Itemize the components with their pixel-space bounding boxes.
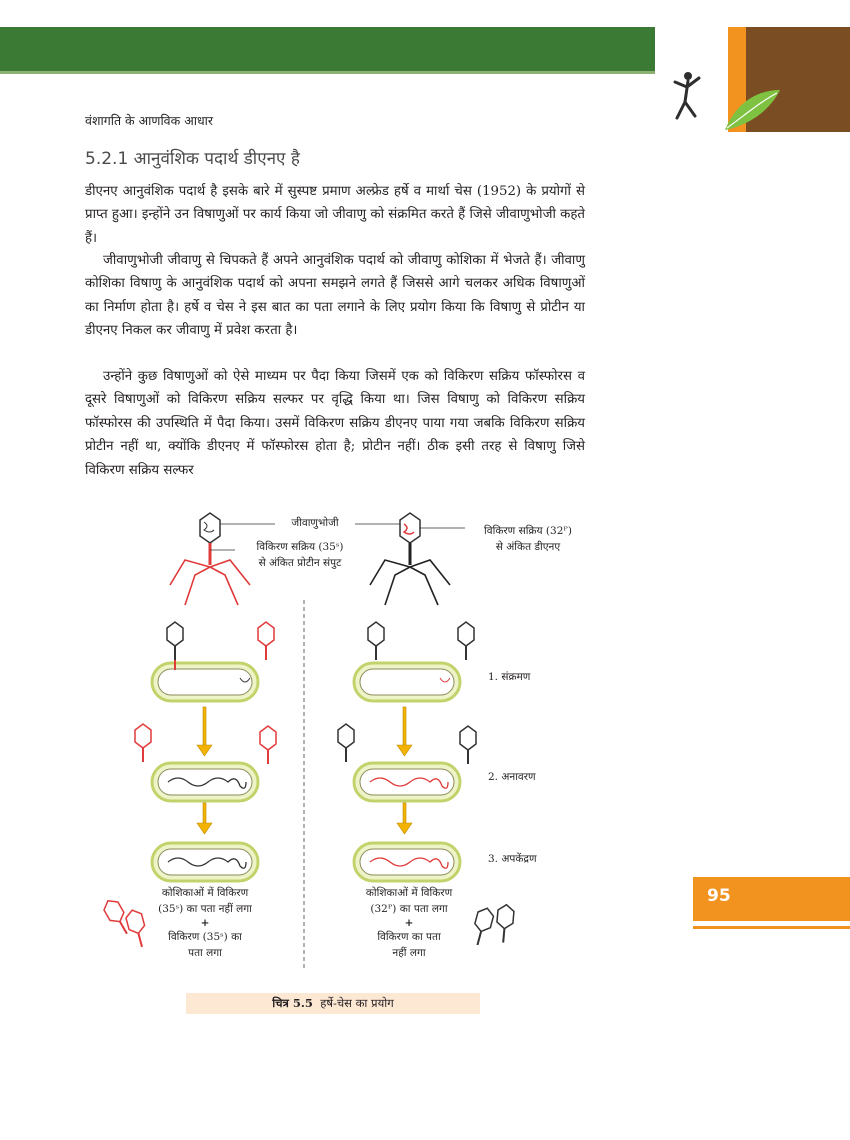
right-phage-label-1: विकिरण सक्रिय (32ᴾ) bbox=[484, 525, 572, 537]
right-result-2: (32ᴾ) का पता लगा bbox=[370, 903, 448, 915]
section-title bbox=[85, 146, 300, 169]
infection-cell-left bbox=[152, 663, 258, 701]
section-title-text: आनुवंशिक पदार्थ डीएनए है bbox=[133, 149, 300, 169]
caption-label: चित्र 5.5 bbox=[272, 996, 313, 1010]
step-centrifugation: 3. अपकेंद्रण bbox=[488, 853, 537, 865]
header-green-line bbox=[0, 71, 655, 74]
caption-text: हर्षे-चेस का प्रयोग bbox=[320, 996, 394, 1010]
left-result-3: विकिरण (35ˢ) का bbox=[168, 931, 242, 943]
section-number: 5.2.1 bbox=[85, 149, 129, 169]
header-green-bar bbox=[0, 27, 655, 71]
step-uncoating: 2. अनावरण bbox=[488, 771, 536, 783]
right-result-3: विकिरण का पता bbox=[377, 931, 441, 943]
leaf-logo-icon bbox=[655, 60, 785, 140]
paragraph-3: उन्होंने कुछ विषाणुओं को ऐसे माध्यम पर पैदा किया जिसमें एक को विकिरण सक्रिय फॉस्फोरस व दूसरे विषाणुओं को विकिरण सक्रिय सल्फर पर वृद्धि किया था। जिस विषाणु को विकिरण सक्रिय फॉस्फोरस की उपस्थिति में पैदा किया। उसमें विकिरण सक्रिय डीएनए पाया गया जबकि विकिरण सक्रिय प्रोटीन नहीं था, क्योंकि डीएनए में फॉस्फोरस होता है; प्रोटीन नहीं। ठीक इसी तरह से विषाणु जिसे विकिरण सक्रिय सल्फर bbox=[85, 369, 585, 478]
left-phage-label-2: से अंकित प्रोटीन संपुट bbox=[258, 557, 342, 569]
right-result-1: कोशिकाओं में विकिरण bbox=[365, 887, 453, 899]
right-phage-label-2: से अंकित डीएनए bbox=[495, 541, 561, 553]
bacteriophage-label: जीवाणुभोजी bbox=[291, 517, 339, 529]
right-plus: + bbox=[404, 917, 414, 929]
left-result-4: पता लगा bbox=[188, 947, 222, 959]
right-result-4: नहीं लगा bbox=[392, 947, 426, 959]
left-result-2: (35ˢ) का पता नहीं लगा bbox=[158, 903, 252, 915]
figure-caption bbox=[186, 993, 480, 1014]
page-number: 95 bbox=[693, 877, 850, 921]
step-infection: 1. संक्रमण bbox=[488, 671, 531, 683]
running-head: वंशागति के आणविक आधार bbox=[85, 113, 214, 128]
left-phage-label-1: विकिरण सक्रिय (35ˢ) bbox=[256, 541, 344, 553]
left-result-1: कोशिकाओं में विकिरण bbox=[161, 887, 249, 899]
paragraph-2: जीवाणुभोजी जीवाणु से चिपकते हैं अपने आनुवंशिक पदार्थ को जीवाणु कोशिका में भेजते हैं। जीवाणु कोशिका विषाणु के आनुवंशिक पदार्थ को अपना समझने लगते हैं जिससे आगे चलकर अधिक विषाणुओं का निर्माण होता है। हर्षे व चेस ने इस बात का पता लगाने के लिए प्रयोग किया कि विषाणु से प्रोटीन या डीएनए निकल कर जीवाणु में प्रवेश करता है। bbox=[85, 253, 585, 339]
paragraph-1: डीएनए आनुवंशिक पदार्थ है इसके बारे में सुस्पष्ट प्रमाण अल्फ्रेड हर्षे व मार्था चेस (1952) के प्रयोगों से प्राप्त हुआ। इन्होंने उन विषाणुओं पर कार्य किया जो जीवाणु को संक्रमित करते हैं जिसे जीवाणुभोजी कहते हैं। bbox=[85, 184, 585, 246]
page-tab-line bbox=[693, 926, 850, 929]
black-phage-icon bbox=[370, 513, 450, 605]
hershey-chase-figure bbox=[90, 500, 600, 980]
left-plus: + bbox=[200, 917, 210, 929]
